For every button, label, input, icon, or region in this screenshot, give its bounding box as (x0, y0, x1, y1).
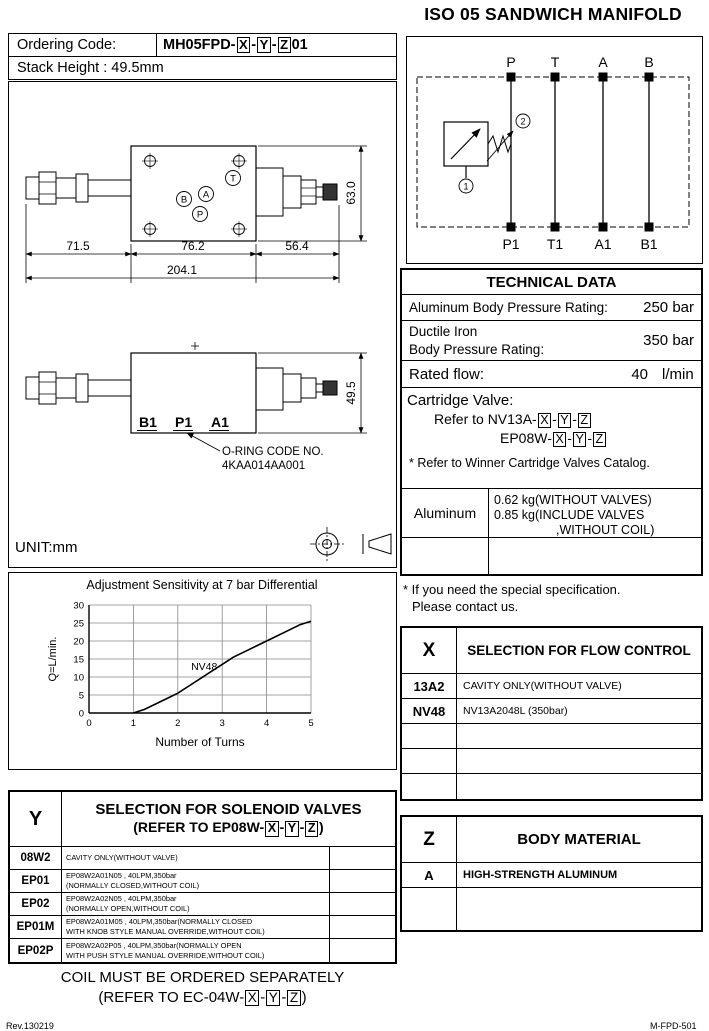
table-row-empty (402, 774, 701, 799)
hydraulic-schematic-panel (406, 36, 703, 264)
y-row-desc-line2: WITH KNOB STYLE MANUAL OVERRIDE,WITHOUT COIL) (66, 927, 265, 936)
x-row-desc-empty (457, 724, 701, 748)
front-port-b1-label: B1 (139, 414, 157, 430)
mark-2: 2 (520, 116, 526, 127)
y-selection-table (8, 790, 397, 964)
sensitivity-chart (9, 573, 396, 769)
y-row-extra-cell (330, 916, 395, 938)
top-view-port-labels (177, 171, 241, 222)
table-row (10, 939, 395, 962)
coil-note-line1: COIL MUST BE ORDERED SEPARATELY (60, 969, 345, 986)
y-row-desc-line2: WITH PUSH STYLE MANUAL OVERRIDE,WITHOUT COIL) (66, 950, 265, 960)
port-a1-bottom: A1 (594, 236, 612, 252)
y-row-desc-line1: EP08W2A01M05 , 40LPM,350bar(NORMALLY CLOSED (66, 917, 253, 927)
y-row-extra-cell (330, 847, 395, 869)
x-row-key-empty (402, 724, 457, 748)
cartridge-valve-side-front (26, 372, 131, 404)
x-table-key: X (402, 628, 457, 673)
y-table-header (10, 792, 395, 847)
stack-height-label: Stack Height : 49.5mm (17, 60, 164, 76)
cartridge-valve-side (26, 172, 131, 204)
ref1-z: Z (578, 413, 591, 428)
y-row-desc-line1: EP08W2A02N05 , 40LPM,350bar (66, 894, 177, 904)
svg-text:5: 5 (78, 690, 84, 702)
coil-z: Z (287, 990, 300, 1006)
ductile-iron-pressure-label (409, 323, 544, 358)
series-label: NV48 (191, 660, 218, 673)
table-row-empty (402, 724, 701, 749)
schematic-top-port-labels (506, 54, 653, 70)
x-row-key: 13A2 (402, 674, 457, 698)
port-t-top: T (550, 54, 560, 70)
weight-material: Aluminum (402, 489, 489, 537)
dim-mid-label: 76.2 (181, 239, 205, 253)
code-x: X (237, 37, 251, 53)
special-note-line1: * If you need the special specification. (403, 582, 621, 597)
dimension-texts-top (66, 181, 358, 277)
ordering-code-label: Ordering Code: (17, 37, 117, 53)
y-row-desc-line1: EP08W2A01N05 , 40LPM,350bar (66, 871, 177, 881)
y-row-extra-cell (330, 870, 395, 892)
ref2-y: Y (573, 432, 586, 447)
hydraulic-schematic (407, 37, 702, 263)
weight-table (402, 488, 701, 574)
port-t1-bottom: T1 (546, 236, 564, 252)
y-table-key: Y (10, 792, 62, 846)
port-b-top: B (644, 54, 654, 70)
weight-row (402, 489, 701, 538)
cartridge-ref-nv13a (407, 411, 697, 428)
y-axis-label: Q=L/min. (47, 636, 59, 682)
projection-symbol-icon (310, 527, 391, 561)
x-selection-table (400, 626, 703, 801)
weight-values (489, 489, 701, 537)
x-table-header (402, 628, 701, 674)
ref2-sep1: - (567, 430, 572, 447)
rated-flow-unit: l/min (662, 365, 694, 383)
ductile-iron-line1: Ductile Iron (409, 323, 478, 339)
port-a-top: A (598, 54, 608, 70)
y-row-desc-line2: (NORMALLY CLOSED,WITHOUT COIL) (66, 881, 200, 890)
ductile-iron-line2: Body Pressure Rating: (409, 341, 545, 357)
x-row-desc-empty (457, 749, 701, 773)
table-row-empty (402, 888, 701, 930)
top-view (26, 146, 337, 241)
aluminum-pressure-value: 250 bar (643, 299, 694, 316)
svg-text:3: 3 (219, 718, 225, 729)
oring-code-number: 4KAA014AA001 (222, 460, 306, 472)
cartridge-ref1-prefix: Refer to NV13A- (434, 411, 537, 427)
z-row-key-empty (402, 888, 457, 930)
svg-text:20: 20 (73, 636, 84, 648)
dim-right-label: 56.4 (285, 239, 309, 253)
y-row-key: EP02P (10, 939, 62, 962)
front-view-port-labels (137, 414, 229, 431)
ref1-sep1: - (552, 411, 557, 427)
adjustment-screw-side-front (256, 368, 337, 410)
y-row-extra-cell (330, 939, 395, 962)
table-row (10, 847, 395, 870)
y-title-sep1: - (279, 819, 285, 836)
coil-note-suffix: ) (301, 989, 307, 1007)
svg-text:0: 0 (86, 718, 92, 729)
aluminum-pressure-label: Aluminum Body Pressure Rating: (409, 300, 608, 315)
port-b1-bottom: B1 (640, 236, 658, 252)
rated-flow-label: Rated flow: (409, 365, 485, 383)
coil-sep1: - (260, 989, 266, 1007)
port-p-label: P (196, 209, 204, 221)
technical-data-header: TECHNICAL DATA (402, 270, 701, 295)
code-sep-2: - (271, 37, 277, 53)
rated-flow-row (402, 361, 701, 388)
weight-line2: 0.85 kg(INCLUDE VALVES (494, 508, 645, 522)
cartridge-valve-section (402, 388, 701, 488)
dim-height-top-label: 63.0 (344, 181, 358, 205)
svg-text:25: 25 (73, 618, 84, 630)
ref2-x: X (553, 432, 566, 447)
flow-lines (511, 77, 649, 227)
y-row-desc (62, 893, 330, 915)
y-row-key: EP01 (10, 870, 62, 892)
adjustment-screw-side (256, 168, 337, 216)
weight-values-empty (489, 538, 701, 574)
cartridge-catalog-note: * Refer to Winner Cartridge Valves Catalog. (409, 456, 650, 471)
code-y: Y (257, 37, 271, 53)
coil-y: Y (266, 990, 280, 1006)
port-a-label: A (202, 189, 210, 201)
weight-line3: ,WITHOUT COIL) (556, 523, 655, 537)
table-row (10, 916, 395, 939)
z-table-key: Z (402, 817, 457, 862)
ref2-sep2: - (587, 430, 593, 447)
svg-text:5: 5 (308, 718, 314, 729)
svg-text:2: 2 (175, 718, 181, 729)
aluminum-pressure-row (402, 295, 701, 321)
front-port-p1-label: P1 (175, 414, 193, 430)
dimensional-drawing (9, 82, 396, 567)
coil-note-prefix: (REFER TO EC-04W- (98, 989, 245, 1007)
z-selection-table (400, 815, 703, 932)
code-sep-1: - (251, 37, 257, 53)
dim-height-front-label: 49.5 (344, 381, 358, 405)
y-title-z: Z (305, 821, 318, 836)
y-title-y: Y (285, 821, 298, 836)
ordering-code-value (156, 34, 396, 56)
z-row-key: A (402, 863, 457, 887)
y-row-key: EP01M (10, 916, 62, 938)
ref1-y: Y (558, 413, 571, 428)
table-row (402, 674, 701, 699)
mounting-holes (142, 153, 247, 237)
ref2-z: Z (593, 432, 606, 447)
z-row-desc-empty (457, 888, 701, 930)
sensitivity-chart-panel (8, 572, 397, 770)
page-title: ISO 05 SANDWICH MANIFOLD (424, 4, 682, 24)
schematic-bottom-port-labels (502, 236, 657, 252)
coil-order-note (8, 968, 397, 1009)
rated-flow-value: 40 (631, 365, 648, 383)
oring-code-label: O-RING CODE NO. (222, 446, 324, 458)
port-t-label: T (230, 173, 236, 185)
x-row-key-empty (402, 749, 457, 773)
y-row-key: 08W2 (10, 847, 62, 869)
dim-left-label: 71.5 (66, 239, 90, 253)
oring-callout (187, 433, 324, 472)
y-row-desc (62, 870, 330, 892)
svg-text:10: 10 (73, 672, 84, 684)
port-pads (507, 73, 654, 232)
cartridge-ref2-prefix: EP08W- (500, 430, 552, 447)
flow-control-valve-symbol (444, 114, 530, 193)
weight-row-empty (402, 538, 701, 574)
special-specification-note (403, 582, 703, 616)
x-axis-label: Number of Turns (155, 735, 245, 749)
schematic-item-marks (463, 117, 525, 192)
svg-text:1: 1 (130, 718, 137, 729)
table-row-empty (402, 749, 701, 774)
ductile-iron-pressure-row (402, 321, 701, 361)
code-prefix: MH05FPD- (163, 37, 236, 53)
y-table-title-line1: SELECTION FOR SOLENOID VALVES (95, 801, 362, 819)
port-b-label: B (180, 194, 188, 206)
svg-text:15: 15 (73, 654, 84, 666)
svg-text:30: 30 (73, 600, 84, 612)
cartridge-ref-ep08w (407, 430, 697, 447)
z-table-header (402, 817, 701, 863)
x-row-key-empty (402, 774, 457, 799)
ref1-x: X (538, 413, 551, 428)
stack-height-box (8, 56, 397, 80)
technical-data-panel (400, 268, 703, 576)
y-title-x: X (265, 821, 278, 836)
coil-x: X (245, 990, 259, 1006)
svg-text:4: 4 (263, 718, 270, 729)
chart-grid (89, 605, 311, 713)
y-row-desc (62, 939, 330, 962)
x-row-desc: NV13A2048L (350bar) (463, 705, 568, 717)
weight-material-empty (402, 538, 489, 574)
y-title-sep2: - (299, 819, 305, 836)
ordering-code-box (8, 33, 397, 57)
z-table-title: BODY MATERIAL (517, 831, 641, 848)
x-row-desc-empty (457, 774, 701, 799)
revision-label: Rev.130219 (6, 1021, 54, 1031)
y-table-title-line2 (133, 819, 323, 836)
y-table-title (62, 792, 395, 846)
table-row (402, 863, 701, 888)
weight-line1: 0.62 kg(WITHOUT VALVES) (494, 493, 652, 507)
y-row-desc-line1: EP08W2A02P05 , 40LPM,350bar(NORMALLY OPEN (66, 940, 242, 950)
y-row-desc-line1: CAVITY ONLY(WITHOUT VALVE) (66, 853, 178, 863)
coil-sep2: - (281, 989, 287, 1007)
table-row (10, 870, 395, 893)
coil-note-line2 (8, 988, 397, 1008)
y-title-suffix: ) (319, 819, 324, 836)
ref1-sep2: - (572, 411, 577, 427)
port-p-top: P (506, 54, 516, 70)
y-row-desc (62, 847, 330, 869)
y-row-key: EP02 (10, 893, 62, 915)
dimensional-drawing-panel (8, 81, 397, 568)
y-row-extra-cell (330, 893, 395, 915)
code-z: Z (278, 37, 291, 53)
dim-total-label: 204.1 (166, 263, 198, 277)
chart-title: Adjustment Sensitivity at 7 bar Differential (86, 578, 318, 592)
special-note-line2: Please contact us. (412, 598, 519, 614)
cartridge-valve-title: Cartridge Valve: (407, 392, 514, 409)
table-row (10, 893, 395, 916)
x-row-desc: CAVITY ONLY(WITHOUT VALVE) (463, 680, 622, 692)
ductile-iron-pressure-value: 350 bar (643, 332, 694, 349)
y-title-prefix: (REFER TO EP08W- (133, 819, 265, 836)
front-port-a1-label: A1 (211, 414, 229, 430)
mark-1: 1 (463, 181, 469, 192)
z-row-desc: HIGH-STRENGTH ALUMINUM (463, 869, 618, 881)
y-row-desc (62, 916, 330, 938)
unit-label: UNIT:mm (15, 539, 78, 556)
document-number: M-FPD-501 (650, 1021, 697, 1031)
x-table-title: SELECTION FOR FLOW CONTROL (467, 643, 691, 658)
port-p1-bottom: P1 (502, 236, 520, 252)
x-row-key: NV48 (402, 699, 457, 723)
svg-text:0: 0 (78, 708, 84, 720)
y-row-desc-line2: (NORMALLY OPEN,WITHOUT COIL) (66, 904, 190, 913)
code-suffix: 01 (291, 37, 308, 53)
table-row (402, 699, 701, 724)
